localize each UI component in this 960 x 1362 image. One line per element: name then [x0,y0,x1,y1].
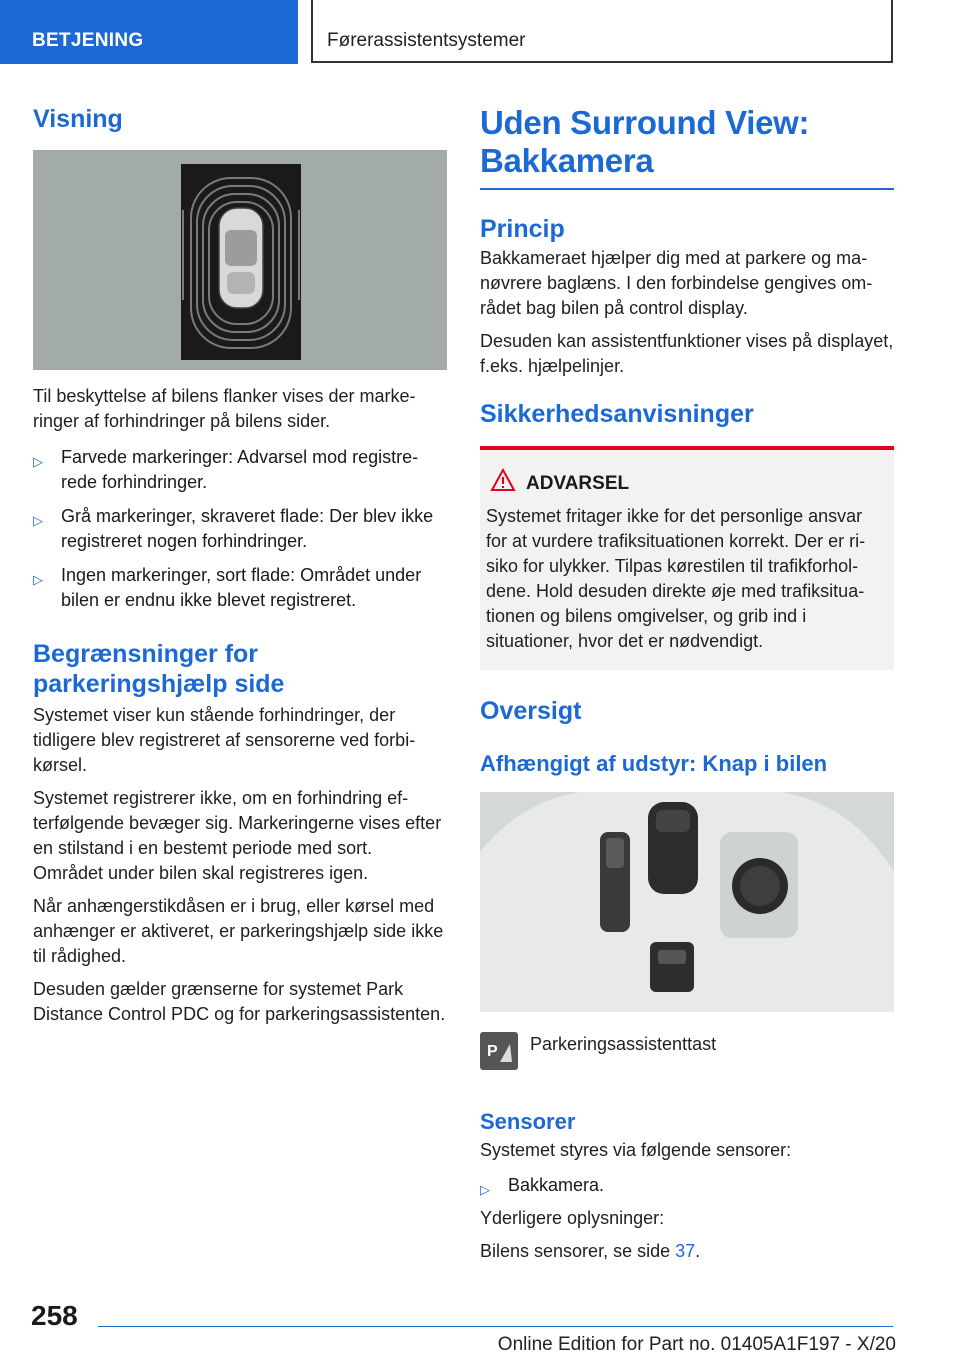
triangle-bullet-icon: ▷ [33,572,43,587]
overview-heading: Oversigt [480,697,582,725]
princip-heading: Princip [480,215,565,243]
visning-bullet [33,563,447,613]
sensors-bullet-text: Bakkamera. [508,1175,605,1195]
sensors-reference [480,1239,894,1264]
sensors-more-info: Yderligere oplysninger: [480,1208,665,1228]
parking-view-illustration [33,150,447,370]
sensors-bullet [480,1173,894,1198]
visning-bullet-text: Grå markeringer, skraveret flade: Der blev ikke registreret nogen forhindringer. [61,506,434,551]
limits-paragraph: Systemet viser kun stående forhindringer, der tidligere blev registreret af sensorerne ved forbikørsel. [33,705,416,775]
sensors-heading: Sensorer [480,1109,576,1134]
header-section-tab [0,0,298,64]
left-column [33,100,447,1027]
page-number: 258 [31,1300,78,1331]
right-column [480,100,894,1264]
footer-divider [98,1326,893,1327]
visning-bullet [33,445,447,495]
heading-divider [480,188,894,190]
limits-heading: Begrænsninger for parkeringshjælp side [33,640,285,698]
warning-triangle-icon [490,468,516,499]
visning-bullet-text: Ingen markeringer, sort flade: Området under bilen er endnu ikke blevet registreret. [61,565,422,610]
header-section-label: BETJENING [32,30,144,51]
limits-paragraph: Systemet registrerer ikke, om en forhindring efterfølgende bevæger sig. Markeringerne vises efter en stilstand i en bestemt periode med sort. Området under bilen skal registreres igen. [33,788,442,883]
sensors-paragraph: Systemet styres via følgende sensorer: [480,1140,792,1160]
parking-button-label: Parkeringsassistenttast [530,1034,717,1054]
footer-edition: Online Edition for Part no. 01405A1F197 - X/20 [497,1334,896,1355]
triangle-bullet-icon: ▷ [33,513,43,528]
princip-paragraph: Bakkameraet hjælper dig med at parkere og manøvrere baglæns. I den forbindelse gengives området bag bilen på control display. [480,248,873,318]
safety-heading: Sikkerhedsanvisninger [480,400,754,428]
warning-text: Systemet fritager ikke for det personlige ansvar for at vurdere trafiksituationen korrekt. Der er risiko for ulykker. Tilpas kørestilen til trafikforholdene. Hold desuden direkte øje med trafiksituationen og bilens omgivelser, og grib ind i situationer, hvor det er nødvendigt. [486,506,866,651]
limits-paragraph: Desuden gælder grænserne for systemet Park Distance Control PDC og for parkeringsassistenten. [33,979,446,1024]
visning-bullet-text: Farvede markeringer: Advarsel mod registrerede forhindringer. [61,447,419,492]
triangle-bullet-icon: ▷ [480,1182,490,1197]
overview-subheading: Afhængigt af udstyr: Knap i bilen [480,751,828,776]
princip-paragraph: Desuden kan assistentfunktioner vises på displayet, f.eks. hjælpelinjer. [480,331,894,376]
visning-heading: Visning [33,105,123,133]
svg-text:P: P [487,1043,498,1060]
parking-view-figure [33,150,447,370]
header-chapter-box [311,0,893,63]
triangle-bullet-icon: ▷ [33,454,43,469]
console-button-figure [480,792,894,1012]
rear-camera-heading: Uden Surround View: Bakkamera [480,104,810,179]
sensors-reference-text: Bilens sensorer, se side [480,1241,676,1261]
header-chapter-label: Førerassistentsystemer [327,30,526,51]
visning-intro: Til beskyttelse af bilens flanker vises der markeringer af forhindringer på bilens sider. [33,386,416,431]
parking-assist-button-icon [480,1032,518,1070]
center-console-illustration [480,792,894,1012]
warning-box [480,450,894,670]
page-link[interactable]: 37 [675,1241,696,1261]
warning-title-text: ADVARSEL [526,473,630,494]
warning-title [486,472,888,496]
sensors-reference-end: . [695,1241,701,1261]
visning-bullet [33,504,447,554]
parking-button-legend [480,1032,894,1078]
limits-paragraph: Når anhængerstikdåsen er i brug, eller kørsel med anhænger er aktiveret, er parkeringshjælp side ikke til rådighed. [33,896,444,966]
